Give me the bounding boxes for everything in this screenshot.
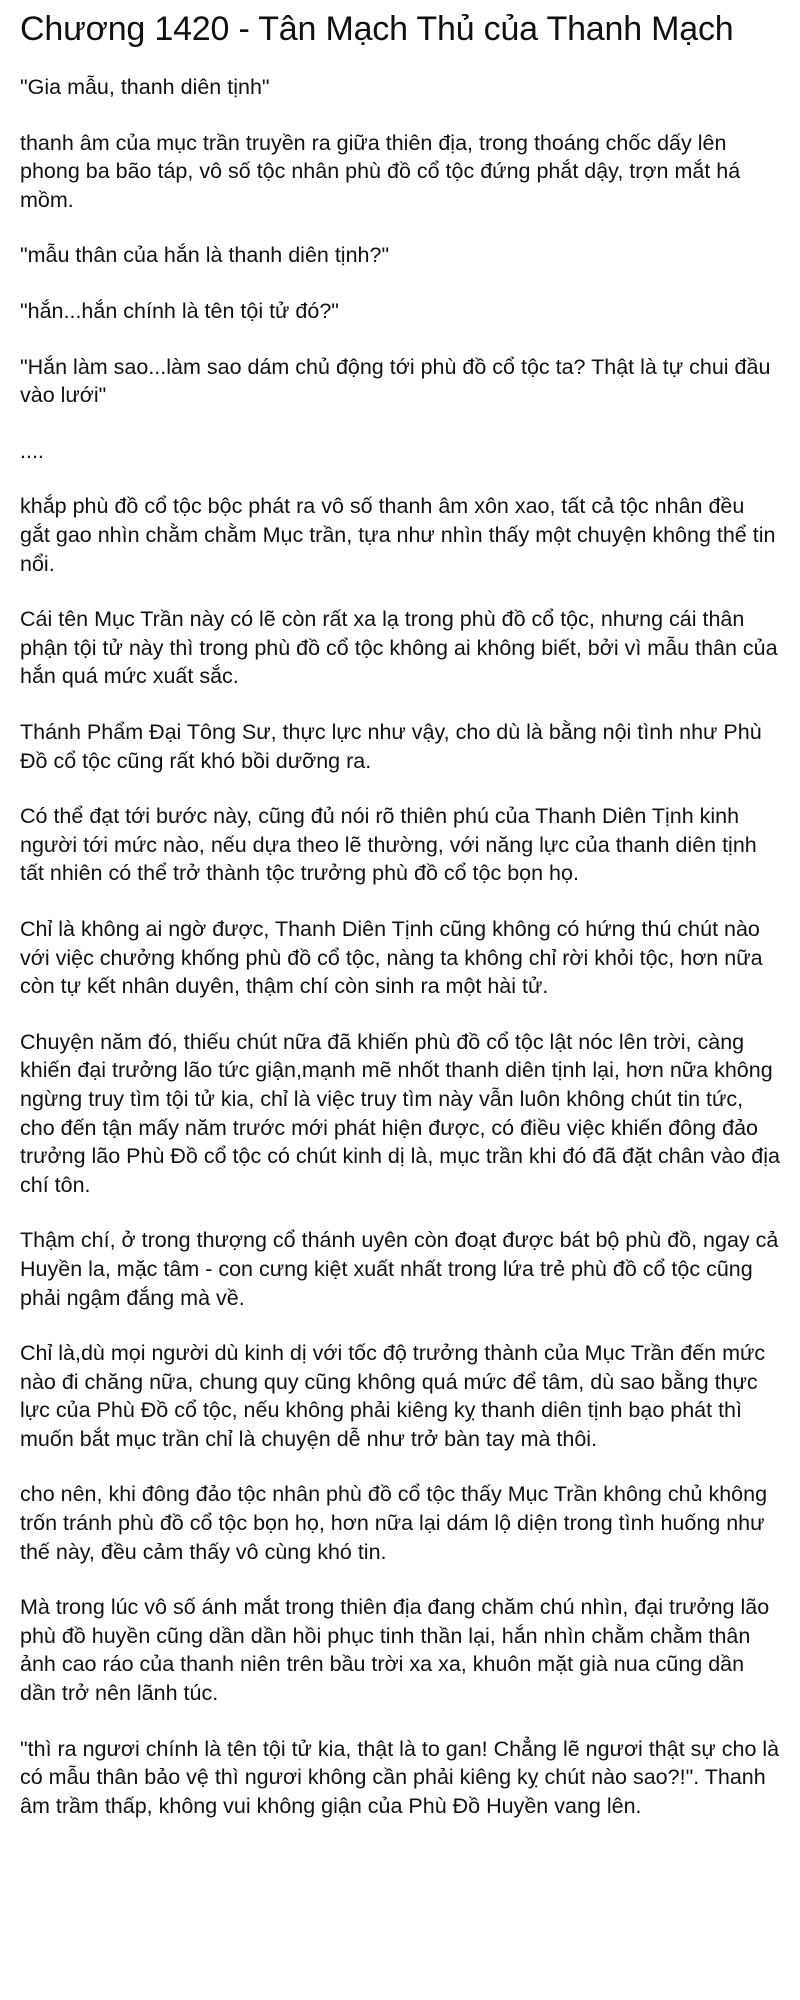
paragraph: Cái tên Mục Trần này có lẽ còn rất xa lạ trong phù đồ cổ tộc, nhưng cái thân phận tội tử này thì trong phù đồ cổ tộc không ai không biết, bởi vì mẫu thân của hắn quá mức xuất sắc.: [20, 607, 778, 689]
chapter-title: Chương 1420 - Tân Mạch Thủ của Thanh Mạch: [20, 10, 734, 48]
paragraph: "Hắn làm sao...làm sao dám chủ động tới phù đồ cổ tộc ta? Thật là tự chui đầu vào lưới": [20, 354, 771, 408]
paragraph: Chỉ là,dù mọi người dù kinh dị với tốc độ trưởng thành của Mục Trần đến mức nào đi chăng nữa, chung quy cũng không quá mức để tâm, dù sao bằng thực lực của Phù Đồ cổ tộc, nếu không phải kiêng kỵ thanh diên tịnh bạo phát thì muốn bắt mục trần chỉ là chuyện dễ như trở bàn tay mà thôi.: [20, 1341, 766, 1451]
paragraph: "mẫu thân của hắn là thanh diên tịnh?": [20, 243, 390, 268]
paragraph: "Gia mẫu, thanh diên tịnh": [20, 75, 270, 100]
paragraph: thanh âm của mục trần truyền ra giữa thiên địa, trong thoáng chốc dấy lên phong ba bão táp, vô số tộc nhân phù đồ cổ tộc đứng phắt dậy, trợn mắt há mồm.: [20, 130, 741, 212]
chapter-content: [20, 73, 780, 1820]
paragraph: ....: [20, 438, 44, 463]
paragraph: "hắn...hắn chính là tên tội tử đó?": [20, 299, 339, 324]
paragraph: Có thể đạt tới bước này, cũng đủ nói rõ thiên phú của Thanh Diên Tịnh kinh người tới mức nào, nếu dựa theo lẽ thường, với năng lực của thanh diên tịnh tất nhiên có thể trở thành tộc trưởng phù đồ cổ tộc bọn họ.: [20, 804, 757, 886]
paragraph: "thì ra ngươi chính là tên tội tử kia, thật là to gan! Chẳng lẽ ngươi thật sự cho là có mẫu thân bảo vệ thì ngươi không cần phải kiêng kỵ chút nào sao?!". Thanh âm trầm thấp, không vui không giận của Phù Đồ Huyền vang lên.: [20, 1736, 780, 1818]
paragraph: Chuyện năm đó, thiếu chút nữa đã khiến phù đồ cổ tộc lật nóc lên trời, càng khiến đại trưởng lão tức giận,mạnh mẽ nhốt thanh diên tịnh lại, hơn nữa không ngừng truy tìm tội tử kia, chỉ là việc truy tìm này vẫn luôn không chút tin tức, cho đến tận mấy năm trước mới phát hiện được, có điều việc khiến đông đảo trưởng lão Phù Đồ cổ tộc có chút kinh dị là, mục trần khi đó đã đặt chân vào địa chí tôn.: [20, 1029, 780, 1197]
paragraph: Chỉ là không ai ngờ được, Thanh Diên Tịnh cũng không có hứng thú chút nào với việc chưởng khống phù đồ cổ tộc, nàng ta không chỉ rời khỏi tộc, hơn nữa còn tự kết nhân duyên, thậm chí còn sinh ra một hài tử.: [20, 916, 763, 999]
paragraph: cho nên, khi đông đảo tộc nhân phù đồ cổ tộc thấy Mục Trần không chủ không trốn tránh phù đồ cổ tộc bọn họ, hơn nữa lại dám lộ diện trong tình huống như thế này, đều cảm thấy vô cùng khó tin.: [20, 1482, 768, 1564]
paragraph: Mà trong lúc vô số ánh mắt trong thiên địa đang chăm chú nhìn, đại trưởng lão phù đồ huyền cũng dần dần hồi phục tinh thần lại, hắn nhìn chằm chằm thân ảnh cao ráo của thanh niên trên bầu trời xa xa, khuôn mặt già nua cũng dần dần trở nên lãnh túc.: [20, 1595, 770, 1706]
paragraph: Thậm chí, ở trong thượng cổ thánh uyên còn đoạt được bát bộ phù đồ, ngay cả Huyền la, mặc tâm - con cưng kiệt xuất nhất trong lứa trẻ phù đồ cổ tộc cũng phải ngậm đắng mà về.: [20, 1228, 779, 1310]
paragraph: khắp phù đồ cổ tộc bộc phát ra vô số thanh âm xôn xao, tất cả tộc nhân đều gắt gao nhìn chằm chằm Mục trần, tựa như nhìn thấy một chuyện không thể tin nổi.: [20, 494, 776, 576]
paragraph: Thánh Phẩm Đại Tông Sư, thực lực như vậy, cho dù là bằng nội tình như Phù Đồ cổ tộc cũng rất khó bồi dưỡng ra.: [20, 720, 762, 773]
